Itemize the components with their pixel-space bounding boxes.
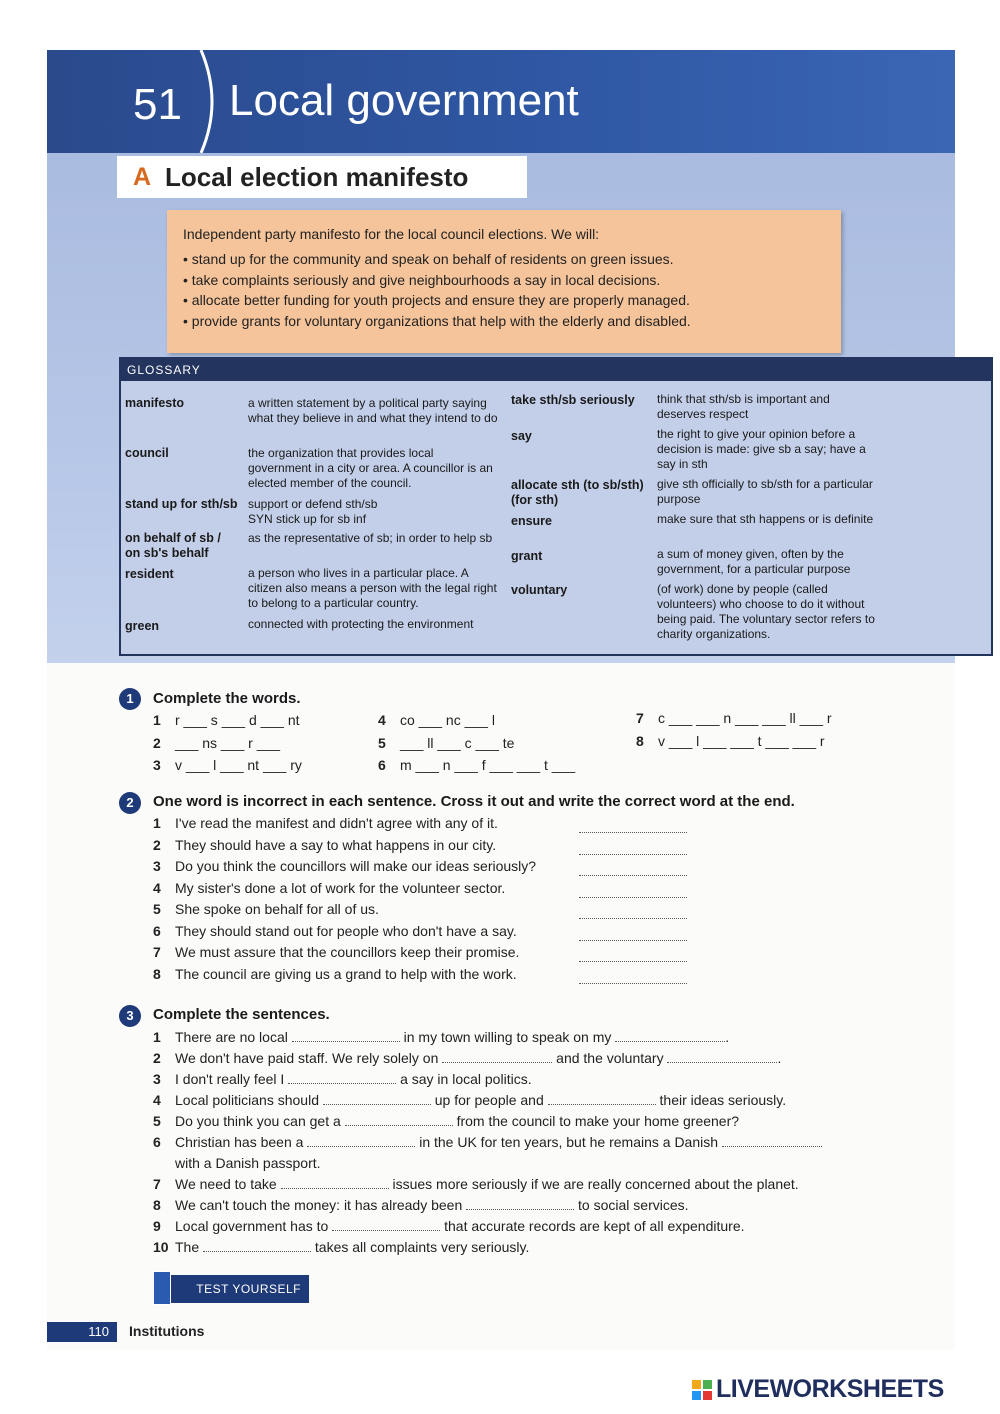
word-gap-item[interactable] <box>378 735 514 751</box>
answer-blank[interactable] <box>466 1199 574 1210</box>
sentence-part: takes all complaints very seriously. <box>314 1239 530 1255</box>
sentence-item <box>153 1239 529 1255</box>
sentence-text: They should have a say to what happens in our city. <box>175 836 497 853</box>
answer-blank[interactable] <box>292 1031 400 1042</box>
glossary-definition: a person who lives in a particular place. A citizen also means a person with the legal right to belong to a particular country. <box>248 566 497 610</box>
unit-banner <box>47 50 955 153</box>
sentence-part: There are no local <box>175 1029 288 1045</box>
word-gap-item[interactable] <box>378 712 495 728</box>
sentence-text: We must assure that the councillors keep their promise. <box>175 944 520 960</box>
item-text: v ___ l ___ nt ___ ry <box>175 757 302 773</box>
sentence-part: Christian has been a <box>175 1134 304 1150</box>
page-number: 110 <box>47 1322 117 1342</box>
sentence-part: The <box>175 1239 200 1255</box>
answer-blank[interactable] <box>345 1115 453 1126</box>
sentence-part: their ideas seriously. <box>659 1092 787 1108</box>
item-number: 4 <box>153 1092 161 1108</box>
glossary-term: green <box>125 619 160 633</box>
sentence-part: . <box>725 1029 730 1045</box>
unit-number: 51 <box>133 80 182 129</box>
item-number: 3 <box>153 1071 161 1087</box>
item-number: 8 <box>153 1197 161 1213</box>
manifesto-list <box>183 249 691 331</box>
glossary-term: grant <box>511 549 543 563</box>
glossary-definition: the organization that provides local government in a city or area. A councillor is an elected member of the council. <box>248 446 493 490</box>
manifesto-bullet: • allocate better funding for youth projects and ensure they are properly managed. <box>183 290 691 311</box>
glossary-definition: the right to give your opinion before a decision is made: give sb a say; have a say in sth <box>657 427 866 471</box>
answer-blank[interactable] <box>579 822 687 833</box>
glossary-definition: (of work) done by people (called volunteers) who choose to do it without being paid. The voluntary sector refers to charity organizations. <box>657 582 875 641</box>
glossary-synonym: SYN stick up for sb inf <box>248 512 367 526</box>
glossary-term: ensure <box>511 514 552 528</box>
item-number: 6 <box>153 1134 161 1150</box>
item-number: 9 <box>153 1218 161 1234</box>
banner-divider-arc <box>197 50 227 153</box>
sentence-part: We don't have paid staff. We rely solely on <box>175 1050 439 1066</box>
glossary-term: take sth/sb seriously <box>511 393 635 407</box>
sentence-item <box>153 1071 532 1087</box>
sentence-part: to social services. <box>578 1197 689 1213</box>
glossary-definition: support or defend sth/sb <box>248 497 378 511</box>
sentence-part: that accurate records are kept of all expenditure. <box>444 1218 745 1234</box>
answer-blank[interactable] <box>548 1094 656 1105</box>
answer-blank[interactable] <box>579 951 687 962</box>
sentence-part: Do you think you can get a <box>175 1113 341 1129</box>
word-gap-item[interactable] <box>636 733 825 749</box>
section-title: Local election manifesto <box>165 162 469 192</box>
item-number: 2 <box>153 735 161 751</box>
glossary-term: manifesto <box>125 396 185 410</box>
sentence-part: We need to take <box>175 1176 277 1192</box>
item-number: 8 <box>636 733 644 749</box>
exercise-number-badge: 3 <box>119 1005 141 1027</box>
answer-blank[interactable] <box>307 1136 415 1147</box>
sentence-part: I don't really feel I <box>175 1071 285 1087</box>
sentence-item <box>153 1197 689 1213</box>
exercise-number-badge: 2 <box>119 792 141 814</box>
sentence-item <box>153 1092 786 1108</box>
sentence-text: My sister's done a lot of work for the volunteer sector. <box>175 879 506 896</box>
answer-blank[interactable] <box>615 1031 725 1042</box>
item-number: 7 <box>153 1176 161 1192</box>
item-number: 4 <box>378 712 386 728</box>
word-gap-item[interactable] <box>153 757 302 773</box>
item-number: 6 <box>153 922 161 939</box>
sentence-item <box>153 1134 822 1150</box>
answer-blank[interactable] <box>722 1136 822 1147</box>
item-number: 1 <box>153 815 161 831</box>
manifesto-box <box>167 210 841 353</box>
section-heading <box>117 156 527 198</box>
glossary-term: voluntary <box>511 583 568 597</box>
answer-blank[interactable] <box>323 1094 431 1105</box>
sentence-item <box>153 1176 799 1192</box>
exercise-number-badge: 1 <box>119 688 141 710</box>
item-text: co ___ nc ___ l <box>400 712 495 728</box>
sentence-part: issues more seriously if we are really concerned about the planet. <box>392 1176 799 1192</box>
item-text: ___ ns ___ r ___ <box>175 735 281 751</box>
answer-blank[interactable] <box>203 1241 311 1252</box>
answer-blank[interactable] <box>579 908 687 919</box>
sentence-part: a say in local politics. <box>400 1071 532 1087</box>
glossary-term: resident <box>125 567 174 581</box>
sentence-part: . <box>777 1050 782 1066</box>
item-number: 8 <box>153 965 161 982</box>
glossary-term: say <box>511 429 532 443</box>
sentence-item <box>153 1218 745 1234</box>
glossary-definition: as the representative of sb; in order to help sb <box>248 531 493 545</box>
sentence-item <box>153 1050 781 1066</box>
exercise-heading: Complete the words. <box>153 690 301 707</box>
footer-section: Institutions <box>129 1323 205 1339</box>
sentence-text: Do you think the councillors will make our ideas seriously? <box>175 858 537 874</box>
worksheet-page <box>47 50 955 1350</box>
item-text: m ___ n ___ f ___ ___ t ___ <box>400 757 576 773</box>
sentence-text: They should stand out for people who don't have a say. <box>175 922 517 939</box>
manifesto-bullet: • take complaints seriously and give neighbourhoods a say in local decisions. <box>183 270 691 291</box>
item-number: 4 <box>153 879 161 896</box>
sentence-part: from the council to make your home greener? <box>456 1113 740 1129</box>
item-text: v ___ l ___ ___ t ___ ___ r <box>658 733 825 749</box>
exercise-heading: Complete the sentences. <box>153 1006 330 1023</box>
item-number: 1 <box>153 712 161 728</box>
test-yourself-button[interactable] <box>159 1275 309 1303</box>
item-number: 10 <box>153 1239 169 1255</box>
manifesto-bullet: • stand up for the community and speak on behalf of residents on green issues. <box>183 249 691 270</box>
glossary-box <box>119 357 993 656</box>
glossary-definition: a sum of money given, often by the government, for a particular purpose <box>657 547 851 576</box>
answer-blank[interactable] <box>667 1052 777 1063</box>
glossary-term: stand up for sth/sb <box>125 497 238 511</box>
answer-blank[interactable] <box>579 865 687 876</box>
answer-blank[interactable] <box>332 1220 440 1231</box>
word-gap-item[interactable] <box>153 735 280 751</box>
item-number: 5 <box>378 735 386 751</box>
item-number: 3 <box>153 858 161 874</box>
item-number: 7 <box>636 710 644 726</box>
item-number: 3 <box>153 757 161 773</box>
item-number: 7 <box>153 944 161 960</box>
glossary-term: council <box>125 446 169 460</box>
item-text: ___ ll ___ c ___ te <box>400 735 515 751</box>
answer-blank[interactable] <box>442 1052 552 1063</box>
sentence-part: up for people and <box>434 1092 544 1108</box>
sentence-item <box>153 1029 729 1045</box>
sentence-text: She spoke on behalf for all of us. <box>175 901 379 917</box>
manifesto-bullet: • provide grants for voluntary organizations that help with the elderly and disabled. <box>183 311 691 332</box>
test-yourself-label: TEST YOURSELF <box>196 1282 301 1296</box>
sentence-part: We can't touch the money: it has already been <box>175 1197 463 1213</box>
answer-blank[interactable] <box>579 844 687 855</box>
glossary-definition: make sure that sth happens or is definite <box>657 512 874 526</box>
answer-blank[interactable] <box>579 930 687 941</box>
word-gap-item[interactable] <box>378 757 575 773</box>
item-text: c ___ ___ n ___ ___ ll ___ r <box>658 710 832 726</box>
sentence-part: and the voluntary <box>556 1050 664 1066</box>
item-text: r ___ s ___ d ___ nt <box>175 712 300 728</box>
glossary-definition: think that sth/sb is important and deserves respect <box>657 392 830 421</box>
item-number: 2 <box>153 836 161 853</box>
sentence-text: The council are giving us a grand to help with the work. <box>175 965 517 982</box>
answer-blank[interactable] <box>579 887 687 898</box>
glossary-term: allocate sth (to sb/sth) (for sth) <box>511 478 644 507</box>
sentence-continuation: with a Danish passport. <box>175 1155 321 1171</box>
glossary-term: on behalf of sb / on sb's behalf <box>125 531 221 560</box>
sentence-text: I've read the manifest and didn't agree with any of it. <box>175 815 498 831</box>
notebook-icon <box>153 1271 171 1305</box>
word-gap-item[interactable] <box>636 710 832 726</box>
answer-blank[interactable] <box>281 1178 389 1189</box>
sentence-part: in the UK for ten years, but he remains a Danish <box>419 1134 719 1150</box>
liveworksheets-watermark: LIVEWORKSHEETS <box>716 1375 944 1403</box>
sentence-part: Local politicians should <box>175 1092 319 1108</box>
unit-title: Local government <box>229 76 579 125</box>
sentence-item <box>153 1113 739 1129</box>
glossary-definition: give sth officially to sb/sth for a particular purpose <box>657 477 873 506</box>
answer-blank[interactable] <box>288 1073 396 1084</box>
liveworksheets-logo-icon <box>692 1380 712 1400</box>
item-number: 2 <box>153 1050 161 1066</box>
sentence-part: in my town willing to speak on my <box>403 1029 612 1045</box>
glossary-definition: a written statement by a political party saying what they believe in and what they intend to do <box>248 396 498 425</box>
item-number: 5 <box>153 1113 161 1129</box>
section-letter: A <box>133 163 152 191</box>
exercise-heading: One word is incorrect in each sentence. Cross it out and write the correct word at the end. <box>153 793 795 810</box>
answer-blank[interactable] <box>579 973 687 984</box>
item-number: 5 <box>153 901 161 917</box>
glossary-heading: GLOSSARY <box>121 359 991 381</box>
glossary-definition: connected with protecting the environment <box>248 617 474 631</box>
manifesto-intro: Independent party manifesto for the local council elections. We will: <box>183 226 600 242</box>
sentence-part: Local government has to <box>175 1218 329 1234</box>
item-number: 1 <box>153 1029 161 1045</box>
word-gap-item[interactable] <box>153 712 300 728</box>
item-number: 6 <box>378 757 386 773</box>
